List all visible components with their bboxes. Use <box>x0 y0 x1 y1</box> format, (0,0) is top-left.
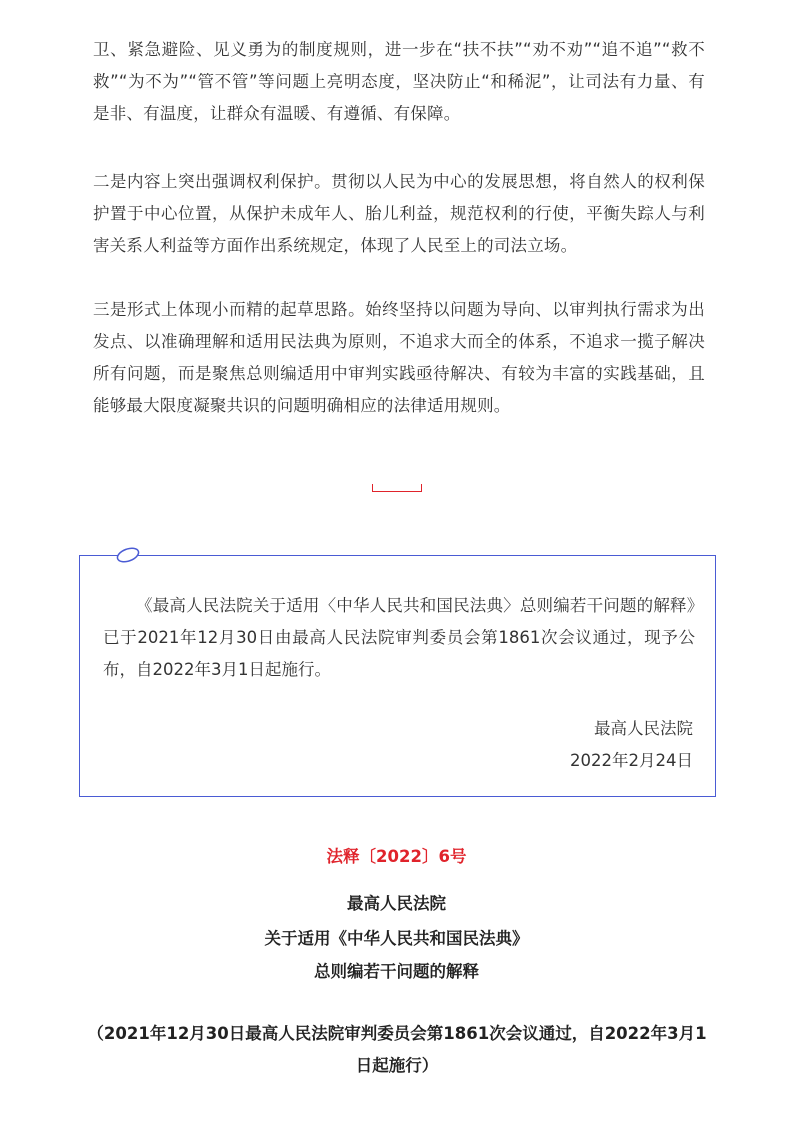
paragraph-drafting-approach: 三是形式上体现小而精的起草思路。始终坚持以问题为导向、以审判执行需求为出发点、以准确理解和适用民法典为原则，不追求大而全的体系，不追求一揽子解决所有问题，而是聚焦总则编适用中审判实践亟待解决、有较为丰富的实践基础，且能够最大限度凝聚共识的问题明确相应的法律适用规则。 <box>93 300 705 415</box>
paragraph-rights-protection: 二是内容上突出强调权利保护。贯彻以人民为中心的发展思想，将自然人的权利保护置于中心位置，从保护未成年人、胎儿利益，规范权利的行使，平衡失踪人与利害关系人利益等方面作出系统规定，体现了人民至上的司法立场。 <box>93 172 705 255</box>
section-divider <box>372 484 422 492</box>
notice-issuer: 最高人民法院 <box>594 719 693 738</box>
notice-date: 2022年2月24日 <box>570 751 693 770</box>
ellipse-icon <box>115 546 141 564</box>
adoption-note: （2021年12月30日最高人民法院审判委员会第1861次会议通过，自2022年3月1日起施行） <box>87 1024 707 1075</box>
document-title-line-2: 关于适用《中华人民共和国民法典》 <box>264 929 529 948</box>
paragraph-continuation: 卫、紧急避险、见义勇为的制度规则，进一步在“扶不扶”“劝不劝”“追不追”“救不救”“为不为”“管不管”等问题上亮明态度，坚决防止“和稀泥”，让司法有力量、有是非、有温度，让群众有温暖、有遵循、有保障。 <box>93 40 705 123</box>
document-number: 法释〔2022〕6号 <box>326 847 467 866</box>
document-title-line-1: 最高人民法院 <box>347 894 446 913</box>
document-title-line-3: 总则编若干问题的解释 <box>314 962 479 981</box>
notice-text: 《最高人民法院关于适用〈中华人民共和国民法典〉总则编若干问题的解释》已于2021年12月30日由最高人民法院审判委员会第1861次会议通过，现予公布，自2022年3月1日起施行。 <box>103 596 695 679</box>
